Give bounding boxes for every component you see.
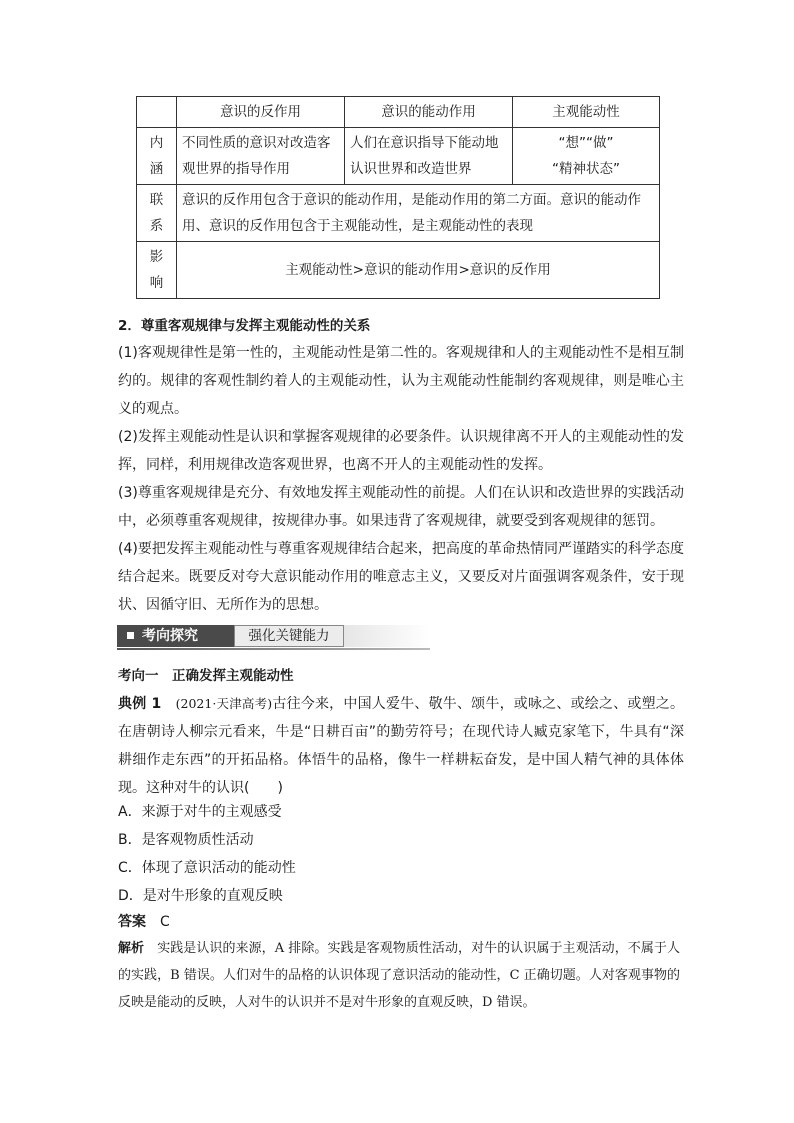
- table-header-cell: 意识的能动作用: [345, 97, 513, 128]
- example-stem: 典例 1 (2021·天津高考)古往今来，中国人爱牛、敬牛、颂牛，或咏之、或绘之、或塑之。在唐朝诗人柳宗元看来，牛是“日耕百亩”的勤劳符号；在现代诗人臧克家笔下，牛具有“深耕细作走东西”的开拓品格。体悟牛的品格，像牛一样耕耘奋发，是中国人精气神的具体体现。这种对牛的认识( ): [118, 696, 684, 796]
- analysis-block: [118, 935, 680, 1016]
- row-label: 内 涵: [137, 128, 177, 185]
- banner-fade: [344, 625, 430, 647]
- table-header-row: [137, 97, 660, 128]
- option-item: A．来源于对牛的主观感受: [118, 804, 282, 820]
- table-cell: 不同性质的意识对改造客观世界的指导作用: [177, 128, 345, 185]
- table-row: [137, 128, 660, 185]
- table-header-cell: [137, 97, 177, 128]
- square-bullet-icon: [127, 632, 134, 639]
- table-cell: “想”“做” “精神状态”: [513, 128, 660, 185]
- example-label: 典例 1: [118, 696, 162, 712]
- table-cell: 意识的反作用包含于意识的能动作用，是能动作用的第二方面。意识的能动作用、意识的反作用包含于主观能动性，是主观能动性的表现: [177, 185, 660, 242]
- example-source: (2021·天津高考): [175, 696, 273, 711]
- paragraph: (1)客观规律性是第一性的，主观能动性是第二性的。客观规律和人的主观能动性不是相互制约的。规律的客观性制约着人的主观能动性，认为主观能动性能制约客观规律，则是唯心主义的观点。: [118, 345, 684, 417]
- section-title: 2．尊重客观规律与发挥主观能动性的关系: [118, 318, 371, 334]
- table-cell: 主观能动性>意识的能动作用>意识的反作用: [177, 242, 660, 299]
- answer-line: 答案 C: [118, 914, 170, 930]
- kaoxiang-title: 考向一 正确发挥主观能动性: [118, 668, 294, 684]
- option-item: D．是对牛形象的直观反映: [118, 888, 283, 904]
- answer-value: C: [160, 914, 170, 930]
- banner-light-label: 强化关键能力: [234, 625, 344, 647]
- table-header-cell: 意识的反作用: [177, 97, 345, 128]
- analysis-label: 解析: [118, 941, 145, 956]
- banner-dark-label: 考向探究: [117, 625, 234, 647]
- paragraph: (3)尊重客观规律是充分、有效地发挥主观能动性的前提。人们在认识和改造世界的实践活动中，必须尊重客观规律，按规律办事。如果违背了客观规律，就要受到客观规律的惩罚。: [118, 485, 684, 529]
- table-cell: 人们在意识指导下能动地认识世界和改造世界: [345, 128, 513, 185]
- table-header-cell: 主观能动性: [513, 97, 660, 128]
- paragraph: (4)要把发挥主观能动性与尊重客观规律结合起来，把高度的革命热情同严谨踏实的科学态度结合起来。既要反对夸大意识能动作用的唯意志主义，又要反对片面强调客观条件，安于现状、因循守旧、无所作为的思想。: [118, 541, 684, 613]
- option-item: B．是客观物质性活动: [118, 832, 254, 848]
- banner-rule: [117, 648, 430, 650]
- section-banner: [117, 622, 430, 650]
- row-label: 联 系: [137, 185, 177, 242]
- analysis-text: 实践是认识的来源，A 排除。实践是客观物质性活动，对牛的认识属于主观活动，不属于人的实践，B 错误。人们对牛的品格的认识体现了意识活动的能动性，C 正确切题。人对客观事物的反映是能动的反映，人对牛的认识并不是对牛形象的直观反映，D 错误。: [118, 941, 680, 1010]
- paragraph: (2)发挥主观能动性是认识和掌握客观规律的必要条件。认识规律离不开人的主观能动性的发挥，同样，利用规律改造客观世界，也离不开人的主观能动性的发挥。: [118, 429, 684, 473]
- option-item: C．体现了意识活动的能动性: [118, 860, 296, 876]
- table-row: [137, 242, 660, 299]
- row-label: 影 响: [137, 242, 177, 299]
- table-row: [137, 185, 660, 242]
- comparison-table: [136, 96, 660, 299]
